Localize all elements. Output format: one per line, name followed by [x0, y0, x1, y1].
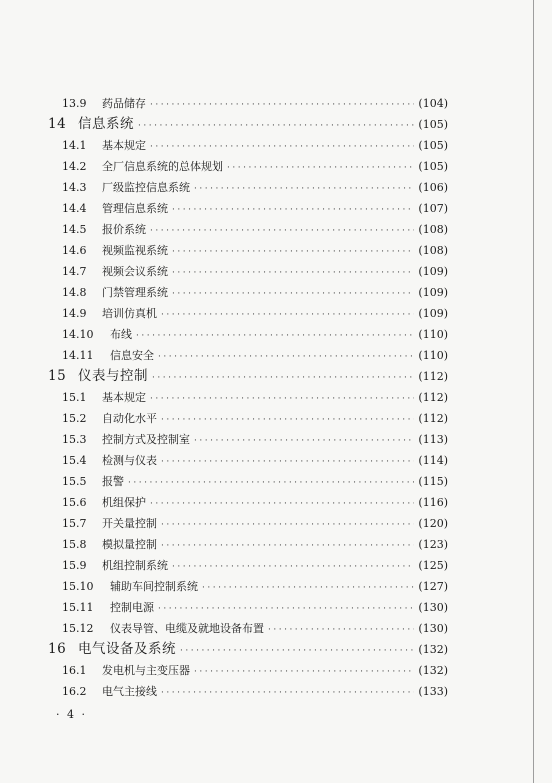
dot-leader [172, 242, 414, 263]
toc-subsection-entry [48, 534, 448, 555]
entry-page-number: (112) [418, 412, 448, 425]
entry-page-number: (113) [418, 433, 448, 446]
entry-title: 控制电源 [110, 601, 154, 614]
entry-page-number: (112) [418, 370, 448, 383]
toc-subsection-entry [48, 240, 448, 261]
entry-page-number: (109) [418, 286, 448, 299]
toc-subsection-entry [48, 387, 448, 408]
entry-page-number: (127) [418, 580, 448, 593]
toc-subsection-entry [48, 156, 448, 177]
entry-page-number: (108) [418, 223, 448, 236]
entry-page-number: (110) [418, 349, 448, 362]
entry-title: 模拟量控制 [102, 538, 157, 551]
toc-subsection-entry [48, 93, 448, 114]
dot-leader [161, 410, 414, 431]
entry-page-number: (109) [418, 265, 448, 278]
entry-number: 13.9 [62, 97, 87, 110]
dot-leader [161, 536, 414, 557]
entry-page-number: (132) [418, 664, 448, 677]
entry-number: 15.1 [62, 391, 87, 404]
entry-title: 控制方式及控制室 [102, 433, 190, 446]
entry-title: 基本规定 [102, 391, 146, 404]
entry-title: 厂级监控信息系统 [102, 181, 190, 194]
entry-title: 检测与仪表 [102, 454, 157, 467]
entry-number: 14.7 [62, 265, 87, 278]
entry-title: 电气设备及系统 [78, 641, 176, 657]
entry-title: 基本规定 [102, 139, 146, 152]
entry-page-number: (123) [418, 538, 448, 551]
dot-leader [194, 179, 414, 200]
dot-leader [138, 116, 414, 137]
entry-number: 14.10 [62, 328, 94, 341]
entry-number: 16 [48, 641, 67, 657]
entry-title: 信息安全 [110, 349, 154, 362]
entry-number: 16.2 [62, 685, 87, 698]
entry-title: 仪表导管、电缆及就地设备布置 [110, 622, 264, 635]
entry-page-number: (108) [418, 244, 448, 257]
entry-title: 报警 [102, 475, 124, 488]
entry-title: 视频会议系统 [102, 265, 168, 278]
entry-page-number: (133) [418, 685, 448, 698]
dot-leader [152, 368, 414, 389]
entry-page-number: (104) [418, 97, 448, 110]
dot-leader [136, 326, 414, 347]
entry-title: 机组控制系统 [102, 559, 168, 572]
entry-page-number: (130) [418, 622, 448, 635]
toc-subsection-entry [48, 177, 448, 198]
dot-leader [161, 515, 414, 536]
dot-leader [172, 200, 414, 221]
entry-title: 药品储存 [102, 97, 146, 110]
entry-title: 发电机与主变压器 [102, 664, 190, 677]
entry-page-number: (106) [418, 181, 448, 194]
dot-leader [268, 620, 414, 641]
entry-number: 15.10 [62, 580, 94, 593]
entry-number: 16.1 [62, 664, 87, 677]
entry-number: 15.7 [62, 517, 87, 530]
entry-page-number: (114) [418, 454, 448, 467]
entry-page-number: (112) [418, 391, 448, 404]
entry-page-number: (132) [418, 643, 448, 656]
entry-number: 15.12 [62, 622, 94, 635]
entry-title: 布线 [110, 328, 132, 341]
entry-title: 电气主接线 [102, 685, 157, 698]
dot-leader [161, 452, 414, 473]
entry-page-number: (116) [418, 496, 448, 509]
entry-number: 15.5 [62, 475, 87, 488]
entry-number: 14.9 [62, 307, 87, 320]
entry-title: 自动化水平 [102, 412, 157, 425]
toc-section-entry [48, 639, 448, 660]
entry-title: 全厂信息系统的总体规划 [102, 160, 223, 173]
toc-subsection-entry [48, 660, 448, 681]
entry-number: 14.1 [62, 139, 87, 152]
toc-subsection-entry [48, 345, 448, 366]
toc-subsection-entry [48, 618, 448, 639]
entry-number: 15.9 [62, 559, 87, 572]
entry-number: 14.6 [62, 244, 87, 257]
entry-page-number: (105) [418, 118, 448, 131]
toc-subsection-entry [48, 303, 448, 324]
entry-number: 15.6 [62, 496, 87, 509]
page-number: · 4 · [56, 708, 87, 721]
toc-subsection-entry [48, 261, 448, 282]
entry-page-number: (120) [418, 517, 448, 530]
entry-title: 门禁管理系统 [102, 286, 168, 299]
entry-page-number: (105) [418, 160, 448, 173]
dot-leader [172, 557, 414, 578]
entry-title: 信息系统 [78, 116, 134, 132]
dot-leader [227, 158, 414, 179]
dot-leader [161, 305, 414, 326]
entry-title: 视频监视系统 [102, 244, 168, 257]
toc-subsection-entry [48, 492, 448, 513]
entry-title: 机组保护 [102, 496, 146, 509]
entry-number: 15.3 [62, 433, 87, 446]
entry-number: 14.5 [62, 223, 87, 236]
dot-leader [150, 137, 414, 158]
toc-subsection-entry [48, 135, 448, 156]
entry-number: 14.8 [62, 286, 87, 299]
toc-subsection-entry [48, 282, 448, 303]
entry-title: 管理信息系统 [102, 202, 168, 215]
entry-number: 15.4 [62, 454, 87, 467]
toc-section-entry [48, 366, 448, 387]
toc-subsection-entry [48, 513, 448, 534]
table-of-contents [48, 93, 448, 702]
dot-leader [172, 284, 414, 305]
dot-leader [150, 95, 414, 116]
entry-number: 14 [48, 116, 67, 132]
entry-page-number: (105) [418, 139, 448, 152]
dot-leader [158, 599, 414, 620]
dot-leader [150, 389, 414, 410]
toc-subsection-entry [48, 471, 448, 492]
toc-subsection-entry [48, 597, 448, 618]
dot-leader [161, 683, 414, 704]
entry-number: 14.4 [62, 202, 87, 215]
dot-leader [180, 641, 414, 662]
entry-title: 仪表与控制 [78, 368, 148, 384]
entry-number: 14.11 [62, 349, 94, 362]
dot-leader [202, 578, 414, 599]
toc-subsection-entry [48, 219, 448, 240]
dot-leader [128, 473, 414, 494]
entry-number: 15.11 [62, 601, 94, 614]
toc-subsection-entry [48, 681, 448, 702]
page-edge-line [533, 0, 534, 783]
dot-leader [150, 494, 414, 515]
entry-number: 15 [48, 368, 67, 384]
dot-leader [172, 263, 414, 284]
toc-subsection-entry [48, 198, 448, 219]
entry-number: 14.2 [62, 160, 87, 173]
dot-leader [194, 662, 414, 683]
toc-section-entry [48, 114, 448, 135]
entry-title: 培训仿真机 [102, 307, 157, 320]
toc-subsection-entry [48, 450, 448, 471]
entry-page-number: (110) [418, 328, 448, 341]
entry-number: 15.2 [62, 412, 87, 425]
entry-page-number: (109) [418, 307, 448, 320]
entry-page-number: (125) [418, 559, 448, 572]
toc-subsection-entry [48, 408, 448, 429]
entry-title: 报价系统 [102, 223, 146, 236]
entry-number: 15.8 [62, 538, 87, 551]
dot-leader [158, 347, 414, 368]
entry-page-number: (107) [418, 202, 448, 215]
toc-subsection-entry [48, 429, 448, 450]
dot-leader [194, 431, 414, 452]
entry-title: 辅助车间控制系统 [110, 580, 198, 593]
entry-page-number: (130) [418, 601, 448, 614]
toc-subsection-entry [48, 555, 448, 576]
dot-leader [150, 221, 414, 242]
toc-subsection-entry [48, 576, 448, 597]
entry-page-number: (115) [418, 475, 448, 488]
toc-subsection-entry [48, 324, 448, 345]
entry-number: 14.3 [62, 181, 87, 194]
entry-title: 开关量控制 [102, 517, 157, 530]
